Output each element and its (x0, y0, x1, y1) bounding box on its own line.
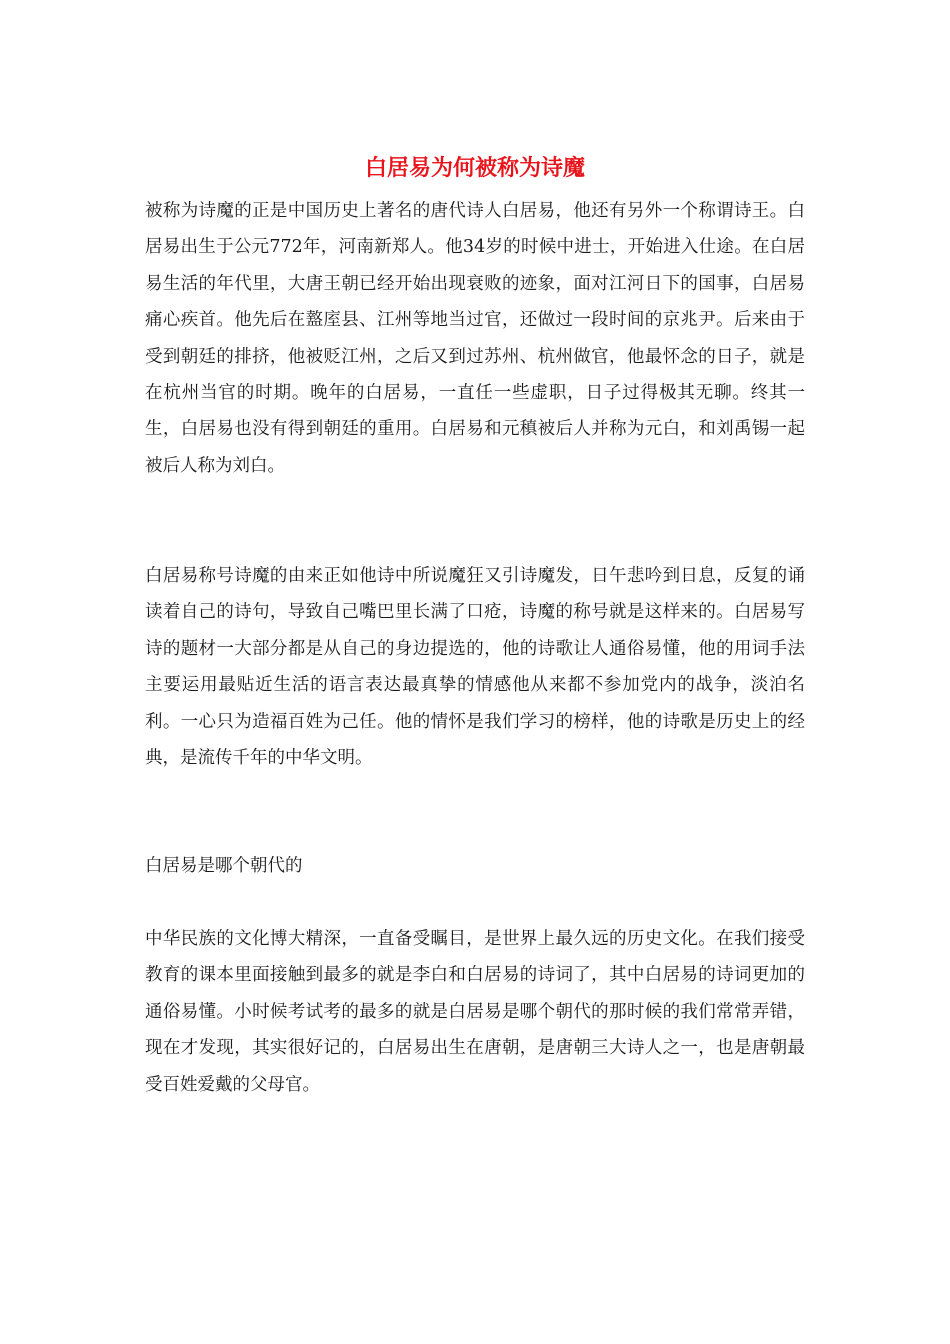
document-title: 白居易为何被称为诗魔 (364, 155, 585, 181)
paragraph-origin: 白居易称号诗魔的由来正如他诗中所说魔狂又引诗魔发，日午悲吟到日息，反复的诵读着自己的诗句，导致自己嘴巴里长满了口疮，诗魔的称号就是这样来的。白居易写诗的题材一大部分都是从自己的身边提选的，他的诗歌让人通俗易懂，他的用词手法主要运用最贴近生活的语言表达最真挚的情感他从来都不参加党内的战争，淡泊名利。一心只为造福百姓为己任。他的情怀是我们学习的榜样，他的诗歌是历史上的经典，是流传千年的中华文明。 (145, 566, 805, 769)
paragraph-intro: 被称为诗魔的正是中国历史上著名的唐代诗人白居易，他还有另外一个称谓诗王。白居易出生于公元772年，河南新郑人。他34岁的时候中进士，开始进入仕途。在白居易生活的年代里，大唐王朝已经开始出现衰败的迹象，面对江河日下的国事，白居易痛心疾首。他先后在盩庢县、江州等地当过官，还做过一段时间的京兆尹。后来由于受到朝廷的排挤，他被贬江州，之后又到过苏州、杭州做官，他最怀念的日子，就是在杭州当官的时期。晚年的白居易，一直任一些虚职，日子过得极其无聊。终其一生，白居易也没有得到朝廷的重用。白居易和元稹被后人并称为元白，和刘禹锡一起被后人称为刘白。 (145, 201, 805, 476)
paragraph-dynasty: 中华民族的文化博大精深，一直备受瞩目，是世界上最久远的历史文化。在我们接受教育的课本里面接触到最多的就是李白和白居易的诗词了，其中白居易的诗词更加的通俗易懂。小时候考试考的最多的就是白居易是哪个朝代的那时候的我们常常弄错，现在才发现，其实很好记的，白居易出生在唐朝，是唐朝三大诗人之一，也是唐朝最受百姓爱戴的父母官。 (145, 929, 805, 1095)
section-heading: 白居易是哪个朝代的 (145, 856, 303, 876)
